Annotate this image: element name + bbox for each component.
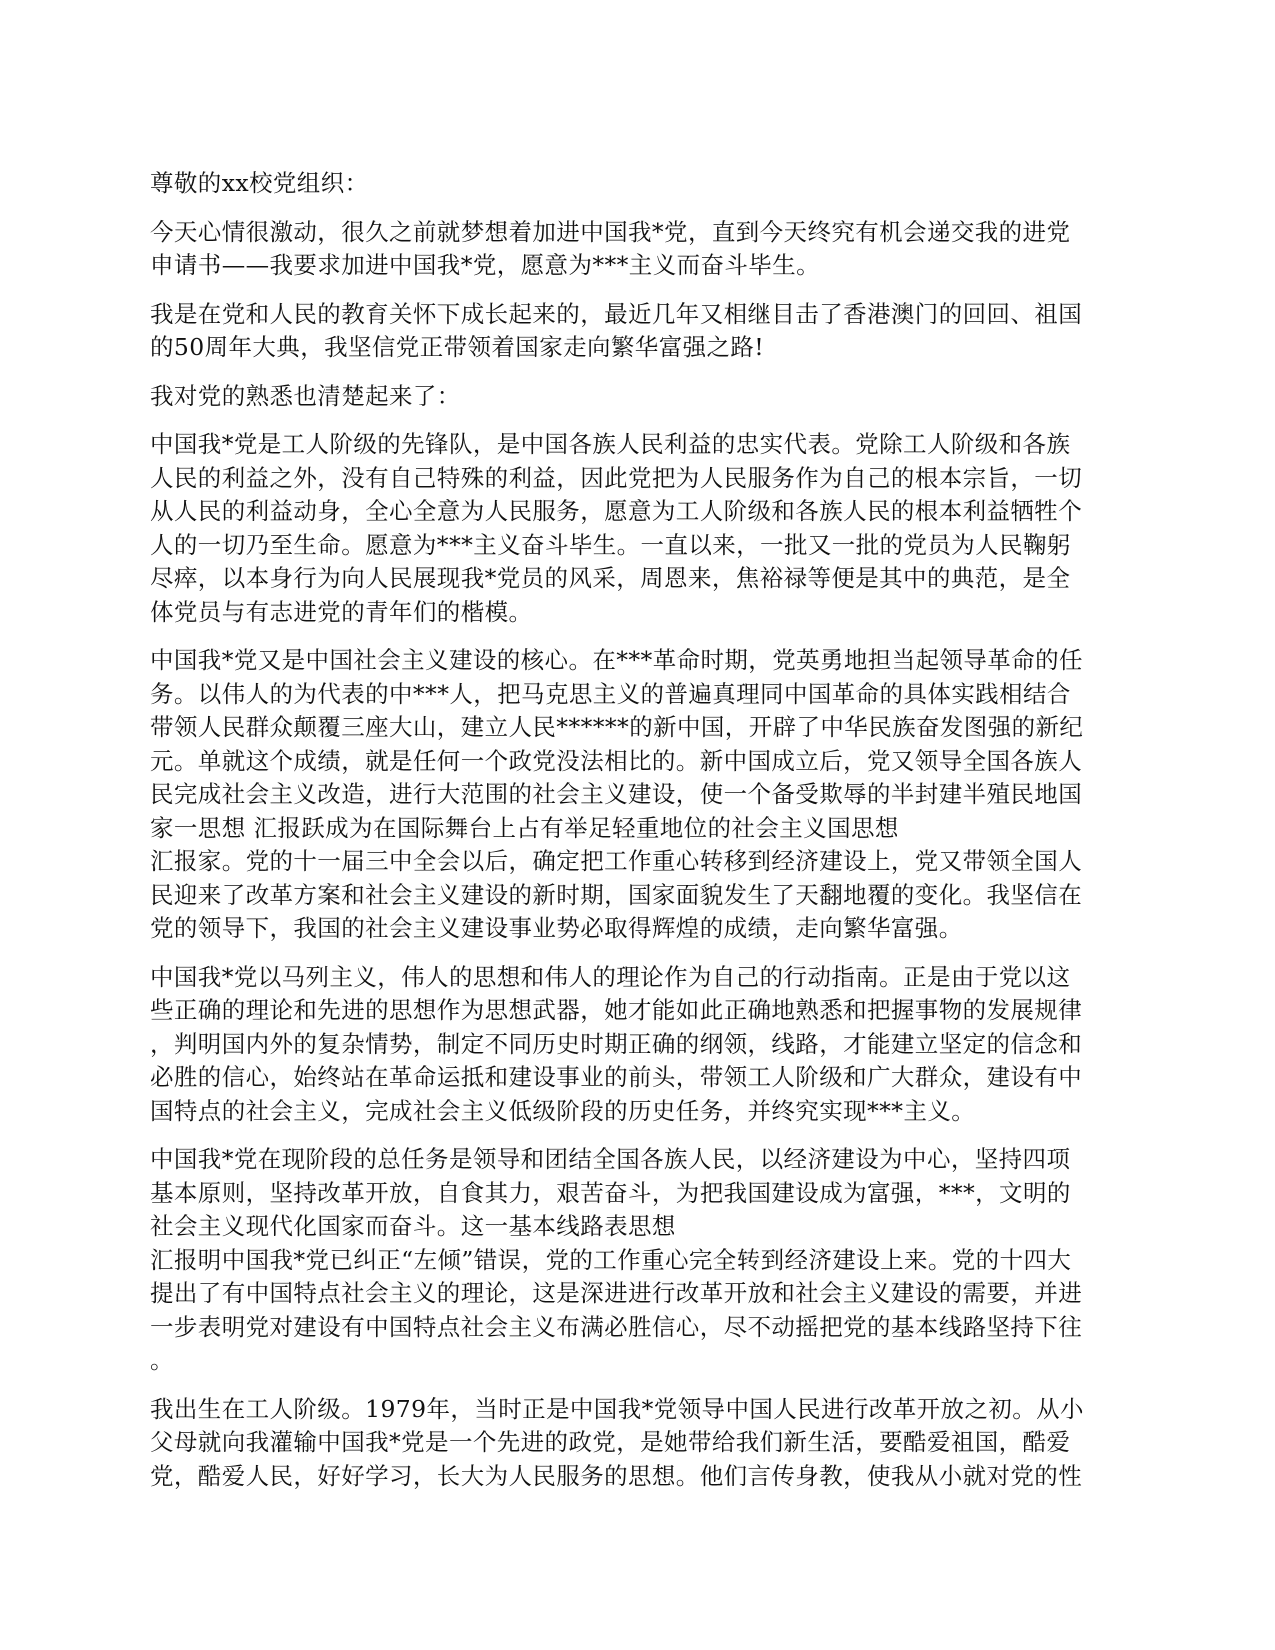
- document-page: [150, 167, 1130, 1508]
- paragraph-7: 中国我*党在现阶段的总任务是领导和团结全国各族人民，以经济建设为中心，坚持四项 基本原则，坚持改革开放，自食其力，艰苦奋斗，为把我国建设成为富强，***，文明的 社会主义现代化国家而奋斗。这一基本线路表思想 汇报明中国我*党已纠正“左倾”错误，党的工作重心完全转到经济建设上来。党的十四大 提出了有中国特点社会主义的理论，这是深进进行改革开放和社会主义建设的需要，并进 一步表明党对建设有中国特点社会主义布满必胜信心，尽不动摇把党的基本线路坚持下往 。: [150, 1145, 1083, 1374]
- paragraph-8: 我出生在工人阶级。1979年，当时正是中国我*党领导中国人民进行改革开放之初。从小 父母就向我灌输中国我*党是一个先进的政党，是她带给我们新生活，要酷爱祖国，酷爱 党，酷爱人民，好好学习，长大为人民服务的思想。他们言传身教，使我从小就对党的性: [150, 1394, 1084, 1490]
- paragraph-2: 我是在党和人民的教育关怀下成长起来的，最近几年又相继目击了香港澳门的回回、祖国 的50周年大典，我坚信党正带领着国家走向繁华富强之路!: [150, 299, 1083, 361]
- paragraph-5: 中国我*党又是中国社会主义建设的核心。在***革命时期，党英勇地担当起领导革命的任 务。以伟人的为代表的中***人，把马克思主义的普遍真理同中国革命的具体实践相结合 带领人民群众颠覆三座大山，建立人民******的新中国，开辟了中华民族奋发图强的新纪 元。单就这个成绩，就是任何一个政党没法相比的。新中国成立后，党又领导全国各族人 民完成社会主义改造，进行大范围的社会主义建设，使一个备受欺辱的半封建半殖民地国 家一思想 汇报跃成为在国际舞台上占有举足轻重地位的社会主义国思想 汇报家。党的十一届三中全会以后，确定把工作重心转移到经济建设上，党又带领全国人 民迎来了改革方案和社会主义建设的新时期，国家面貌发生了天翻地覆的变化。我坚信在 党的领导下，我国的社会主义建设事业势必取得辉煌的成绩，走向繁华富强。: [150, 646, 1084, 942]
- salutation: 尊敬的xx校党组织：: [150, 169, 369, 197]
- paragraph-3: 我对党的熟悉也清楚起来了：: [150, 381, 461, 410]
- paragraph-4: 中国我*党是工人阶级的先锋队，是中国各族人民利益的忠实代表。党除工人阶级和各族 人民的利益之外，没有自己特殊的利益，因此党把为人民服务作为自己的根本宗旨，一切 从人民的利益动身，全心全意为人民服务，愿意为工人阶级和各族人民的根本利益牺牲个 人的一切乃至生命。愿意为***主义奋斗毕生。一直以来，一批又一批的党员为人民鞠躬 尽瘁，以本身行为向人民展现我*党员的风采，周恩来，焦裕禄等便是其中的典范，是全 体党员与有志进党的青年们的楷模。: [150, 430, 1083, 626]
- paragraph-6: 中国我*党以马列主义，伟人的思想和伟人的理论作为自己的行动指南。正是由于党以这 些正确的理论和先进的思想作为思想武器，她才能如此正确地熟悉和把握事物的发展规律 ，判明国内外的复杂情势，制定不同历史时期正确的纲领，线路，才能建立坚定的信念和 必胜的信心，始终站在革命运抵和建设事业的前头，带领工人阶级和广大群众，建设有中 国特点的社会主义，完成社会主义低级阶段的历史任务，并终究实现***主义。: [150, 962, 1083, 1125]
- paragraph-1: 今天心情很激动，很久之前就梦想着加进中国我*党，直到今天终究有机会递交我的进党 申请书——我要求加进中国我*党，愿意为***主义而奋斗毕生。: [150, 217, 1071, 279]
